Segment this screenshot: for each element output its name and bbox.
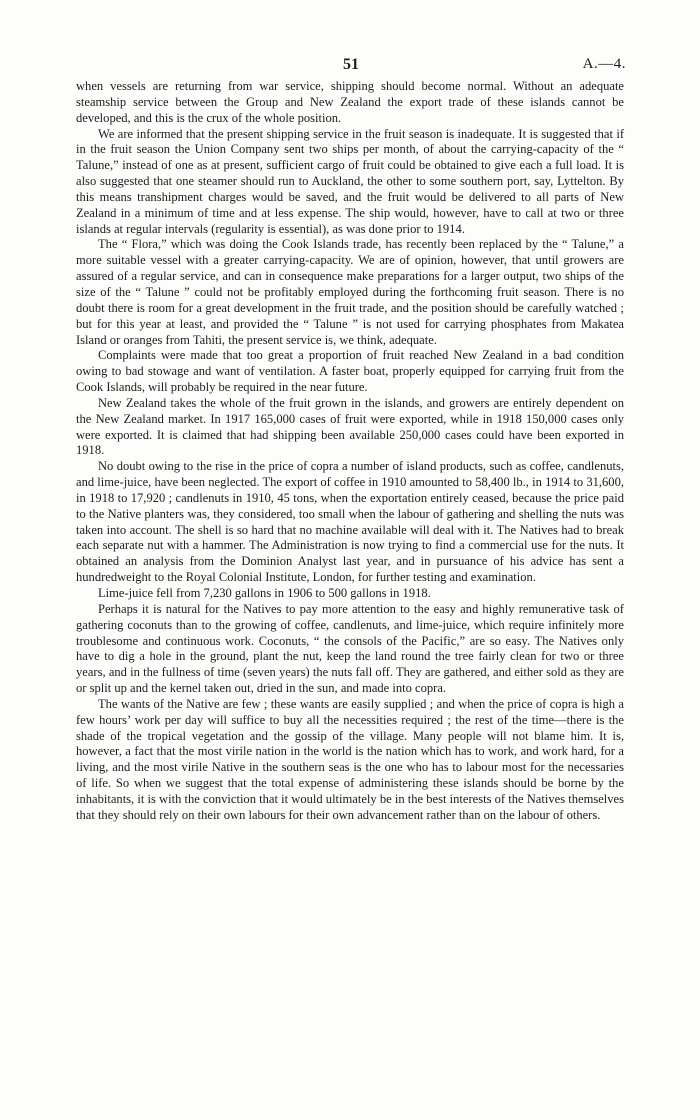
- paragraph-native-wants: The wants of the Native are few ; these wants are easily supplied ; and when the price of copra is high a few hours’ work per day will suffice to buy all the necessities required ; the rest of the time—there is the shade of the tropical vegetation and the gossip of the village. Many people will not blame him. It is, however, a fact that the most virile nation in the world is the nation which has to work, and work hard, for a living, and the most virile Native in the southern seas is the one who has to labour most for the necessaries of life. So when we suggest that the total expense of administering these islands should be borne by the inhabitants, it is with the conviction that it would ultimately be in the best interests of the Natives themselves that they should rely on their own labours for their own advancement rather than on the labour of others.: [76, 696, 624, 822]
- paragraph-shipping-inadequate: We are informed that the present shipping service in the fruit season is inadequate. It is suggested that if in the fruit season the Union Company sent two ships per month, of about the carrying-capacity of the “ Talune,” instead of one as at present, sufficient cargo of fruit could be obtained to give each a full load. It is also suggested that one steamer should run to Auckland, the other to some southern port, say, Lyttelton. By this means transhipment charges would be saved, and the fruit would be delivered to all parts of New Zealand in a minimum of time and at less expense. The ship would, however, have to call at two or three islands at regular intervals (regularity is essential), as was done prior to 1914.: [76, 126, 624, 236]
- page-header: [76, 56, 626, 76]
- page-number: 51: [343, 56, 359, 73]
- paragraph-complaints: Complaints were made that too great a proportion of fruit reached New Zealand in a bad condition owing to bad stowage and want of ventilation. A faster boat, properly equipped for carrying fruit from the Cook Islands, will probably be required in the near future.: [76, 348, 624, 395]
- paragraph-fruit-exports: New Zealand takes the whole of the fruit grown in the islands, and growers are entirely dependent on the New Zealand market. In 1917 165,000 cases of fruit were exported, while in 1918 150,000 cases only were exported. It is claimed that had shipping been available 250,000 cases could have been exported in 1918.: [76, 395, 624, 458]
- body-text: [76, 79, 624, 824]
- paragraph-shipping-normal: when vessels are returning from war service, shipping should become normal. Without an adequate steamship service between the Group and New Zealand the export trade of these islands cannot be developed, and this is the crux of the whole position.: [76, 79, 624, 125]
- paragraph-flora-talune: The “ Flora,” which was doing the Cook Islands trade, has recently been replaced by the “ Talune,” a more suitable vessel with a greater carrying-capacity. We are of opinion, however, that until growers are assured of a regular service, and can in consequence make preparations for a larger output, two ships of the size of the “ Talune ” could not be profitably employed during the forthcoming fruit season. There is no doubt there is room for a great development in the fruit trade, and the position should be carefully watched ; but for this year at least, and provided the “ Talune ” is not used for carrying phosphates from Makatea Island or oranges from Tahiti, the present service is, we think, adequate.: [76, 237, 624, 347]
- paragraph-copra-products: No doubt owing to the rise in the price of copra a number of island products, such as coffee, candlenuts, and lime-juice, have been neglected. The export of coffee in 1910 amounted to 58,400 lb., in 1914 to 31,600, in 1918 to 17,920 ; candlenuts in 1910, 45 tons, when the exportation entirely ceased, because the price paid to the Native planters was, they considered, too small when the labour of gathering and shelling the nuts was taken into account. The shell is so hard that no machine available will deal with it. The Natives had to break each separate nut with a hammer. The Administration is now trying to find a commercial use for the nuts. It obtained an analysis from the Dominion Analyst last year, and in pursuance of his advice has sent a hundredweight to the Royal Colonial Institute, London, for further testing and examination.: [76, 459, 624, 585]
- paragraph-coconuts: Perhaps it is natural for the Natives to pay more attention to the easy and highly remunerative task of gathering coconuts than to the growing of coffee, candlenuts, and lime-juice, which require infinitely more troublesome and continuous work. Coconuts, “ the consols of the Pacific,” are so easy. The Natives only have to dig a hole in the ground, plant the nut, keep the land round the tree fairly clean for two or three years, and in the fullness of time (seven years) the nuts fall off. They are gathered, and either sold as they are or split up and the kernel taken out, dried in the sun, and made into copra.: [76, 601, 624, 696]
- paragraph-lime-juice: Lime-juice fell from 7,230 gallons in 1906 to 500 gallons in 1918.: [98, 586, 431, 600]
- paper-reference: A.—4.: [582, 56, 626, 72]
